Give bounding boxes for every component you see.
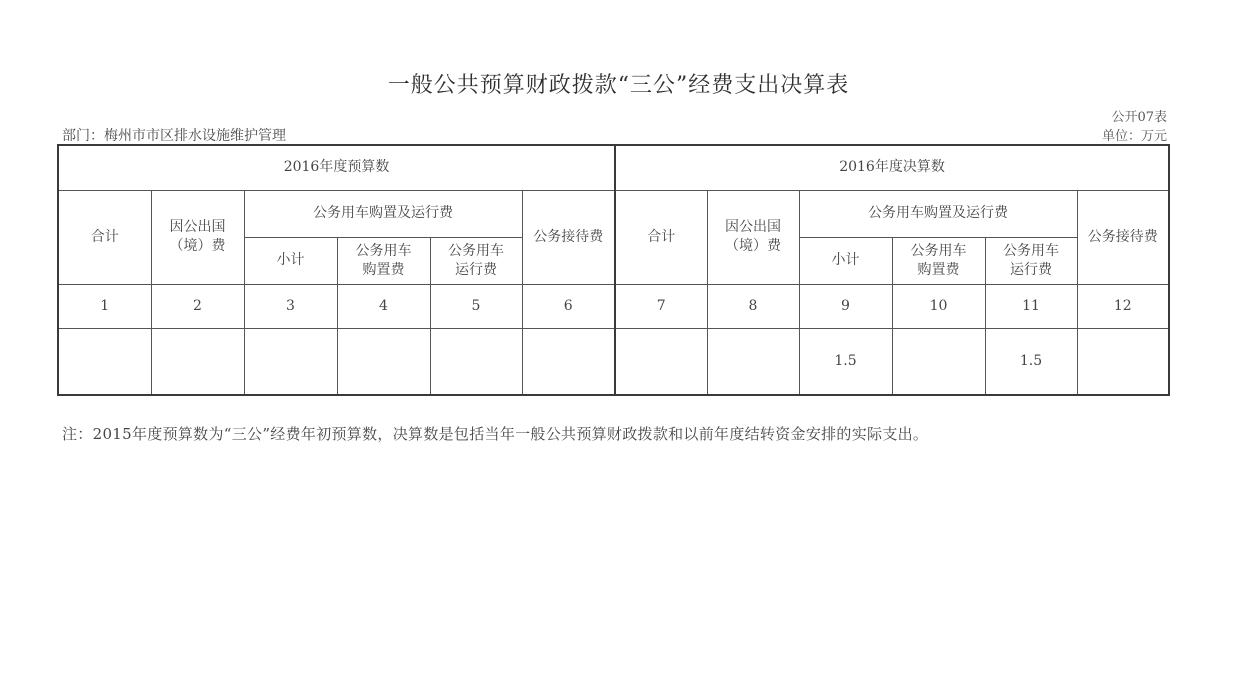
footnote: 注：2015年度预算数为“三公”经费年初预算数，决算数是包括当年一般公共预算财政拨款和以前年度结转资金安排的实际支出。 <box>62 425 929 443</box>
col-number: 8 <box>707 284 799 328</box>
budget-operation-line1: 公务用车 <box>448 242 504 259</box>
value-cell <box>244 328 337 395</box>
expenditure-table <box>57 144 1170 396</box>
col-number: 12 <box>1077 284 1169 328</box>
value-cell <box>1077 328 1169 395</box>
value-cell <box>58 328 151 395</box>
budget-purchase-line1: 公务用车 <box>355 242 412 259</box>
value-cell <box>151 328 244 395</box>
final-purchase-line1: 公务用车 <box>910 242 967 259</box>
department-label: 部门：梅州市市区排水设施维护管理 <box>62 128 286 144</box>
value-row <box>58 328 1169 395</box>
col-number: 7 <box>615 284 707 328</box>
budget-purchase-line2: 购置费 <box>362 261 405 278</box>
page-title: 一般公共预算财政拨款“三公”经费支出决算表 <box>387 73 850 98</box>
final-subtotal-header: 小计 <box>799 237 892 284</box>
budget-subtotal-header: 小计 <box>244 237 337 284</box>
final-purchase-header <box>892 237 985 284</box>
col-number: 4 <box>337 284 430 328</box>
final-abroad-header <box>707 190 799 284</box>
value-cell <box>892 328 985 395</box>
budget-vehicle-header: 公务用车购置及运行费 <box>244 190 522 237</box>
final-operation-header <box>985 237 1077 284</box>
unit-label: 单位：万元 <box>1101 129 1167 144</box>
budget-purchase-header <box>337 237 430 284</box>
col-number: 11 <box>985 284 1077 328</box>
value-cell: 1.5 <box>799 328 892 395</box>
budget-total-header: 合计 <box>58 190 151 284</box>
value-cell <box>430 328 522 395</box>
final-total-header: 合计 <box>615 190 707 284</box>
col-number: 5 <box>430 284 522 328</box>
budget-header: 2016年度预算数 <box>58 145 615 190</box>
final-reception-header: 公务接待费 <box>1077 190 1169 284</box>
col-number: 9 <box>799 284 892 328</box>
value-cell <box>337 328 430 395</box>
col-number: 2 <box>151 284 244 328</box>
final-vehicle-header: 公务用车购置及运行费 <box>799 190 1077 237</box>
budget-operation-line2: 运行费 <box>455 261 497 278</box>
column-number-row <box>58 284 1169 328</box>
value-cell <box>707 328 799 395</box>
final-header: 2016年度决算数 <box>615 145 1169 190</box>
final-operation-line1: 公务用车 <box>1003 242 1060 259</box>
budget-reception-header: 公务接待费 <box>522 190 615 284</box>
final-purchase-line2: 购置费 <box>917 261 960 278</box>
col-number: 10 <box>892 284 985 328</box>
form-number: 公开07表 <box>1111 110 1167 125</box>
value-cell: 1.5 <box>985 328 1077 395</box>
budget-abroad-line1: 因公出国 <box>169 219 226 235</box>
value-cell <box>615 328 707 395</box>
value-cell <box>522 328 615 395</box>
final-operation-line2: 运行费 <box>1010 261 1053 278</box>
budget-operation-header <box>430 237 522 284</box>
col-number: 6 <box>522 284 615 328</box>
budget-abroad-line2: （境）费 <box>169 238 226 254</box>
final-abroad-line2: （境）费 <box>725 238 782 254</box>
final-abroad-line1: 因公出国 <box>725 219 782 235</box>
budget-abroad-header <box>151 190 244 284</box>
col-number: 3 <box>244 284 337 328</box>
col-number: 1 <box>58 284 151 328</box>
